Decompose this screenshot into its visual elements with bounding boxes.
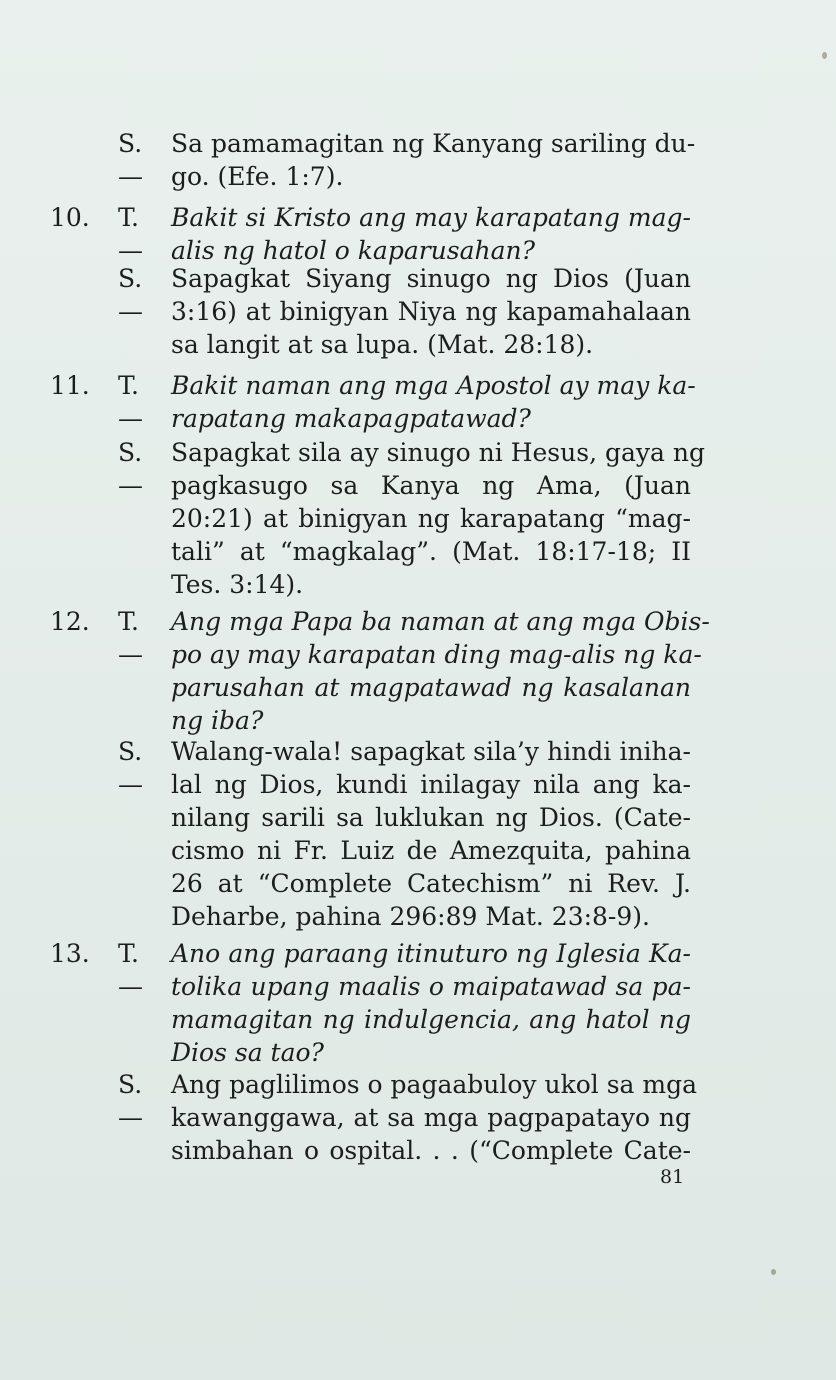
text-line: Sapagkat Siyang sinugo ng Dios (Juan xyxy=(171,264,691,293)
text-line: alis ng hatol o kaparusahan? xyxy=(171,236,536,265)
text-line: Ang paglilimos o pagaabuloy ukol sa mga xyxy=(171,1070,698,1099)
question-text xyxy=(171,369,696,435)
text-line: simbahan o ospital. . . (“Complete Cate- xyxy=(171,1136,691,1165)
text-line: Dios sa tao? xyxy=(171,1038,324,1067)
answer-text xyxy=(171,1068,698,1167)
answer-text xyxy=(171,262,691,361)
text-line: cismo ni Fr. Luiz de Amezquita, pahina xyxy=(171,836,691,865)
answer-label: S.— xyxy=(118,737,143,799)
text-line: 3:16) at binigyan Niya ng kapamahalaan xyxy=(171,297,691,326)
question-label: T.— xyxy=(118,203,143,265)
question-number: 13. xyxy=(50,939,90,968)
text-line: Tes. 3:14). xyxy=(171,570,304,599)
paper-speck xyxy=(822,52,827,59)
answer-label: S.— xyxy=(118,438,143,500)
question-text xyxy=(171,201,691,267)
text-line: lal ng Dios, kundi inilagay nila ang ka- xyxy=(171,770,691,799)
text-line: Walang-wala! sapagkat sila’y hindi iniha- xyxy=(171,737,691,766)
question-number: 11. xyxy=(50,371,90,400)
text-line: mamagitan ng indulgencia, ang hatol ng xyxy=(171,1005,691,1034)
answer-text xyxy=(171,735,691,933)
question-number: 10. xyxy=(50,203,90,232)
text-line: po ay may karapatan ding mag-alis ng ka- xyxy=(171,640,702,669)
text-line: tolika upang maalis o maipatawad sa pa- xyxy=(171,972,691,1001)
answer-label: S.— xyxy=(118,264,143,326)
question-text xyxy=(171,605,710,737)
text-line: Ano ang paraang itinuturo ng Iglesia Ka- xyxy=(171,939,691,968)
question-label: T.— xyxy=(118,607,143,669)
answer-text xyxy=(171,127,696,193)
answer-text xyxy=(171,436,705,601)
question-label: T.— xyxy=(118,939,143,1001)
text-line: go. (Efe. 1:7). xyxy=(171,162,344,191)
text-line: ng iba? xyxy=(171,706,264,735)
text-line: pagkasugo sa Kanya ng Ama, (Juan xyxy=(171,471,691,500)
text-line: tali” at “magkalag”. (Mat. 18:17-18; II xyxy=(171,537,691,566)
text-line: 26 at “Complete Catechism” ni Rev. J. xyxy=(171,869,691,898)
question-text xyxy=(171,937,691,1069)
text-line: 20:21) at binigyan ng karapatang “mag- xyxy=(171,504,691,533)
question-number: 12. xyxy=(50,607,90,636)
question-label: T.— xyxy=(118,371,143,433)
page-number: 81 xyxy=(660,1166,685,1188)
text-line: kawanggawa, at sa mga pagpapatayo ng xyxy=(171,1103,691,1132)
text-line: Bakit si Kristo ang may karapatang mag- xyxy=(171,203,691,232)
text-line: Ang mga Papa ba naman at ang mga Obis- xyxy=(171,607,710,636)
text-line: parusahan at magpatawad ng kasalanan xyxy=(171,673,691,702)
text-line: Sapagkat sila ay sinugo ni Hesus, gaya ng xyxy=(171,438,705,467)
text-line: Sa pamamagitan ng Kanyang sariling du- xyxy=(171,129,696,158)
text-line: sa langit at sa lupa. (Mat. 28:18). xyxy=(171,330,594,359)
answer-label: S.— xyxy=(118,129,143,191)
text-line: nilang sarili sa luklukan ng Dios. (Cate- xyxy=(171,803,691,832)
paper-speck xyxy=(771,1269,776,1275)
text-line: Deharbe, pahina 296:89 Mat. 23:8-9). xyxy=(171,902,650,931)
text-line: Bakit naman ang mga Apostol ay may ka- xyxy=(171,371,696,400)
text-line: rapatang makapagpatawad? xyxy=(171,404,531,433)
answer-label: S.— xyxy=(118,1070,143,1132)
